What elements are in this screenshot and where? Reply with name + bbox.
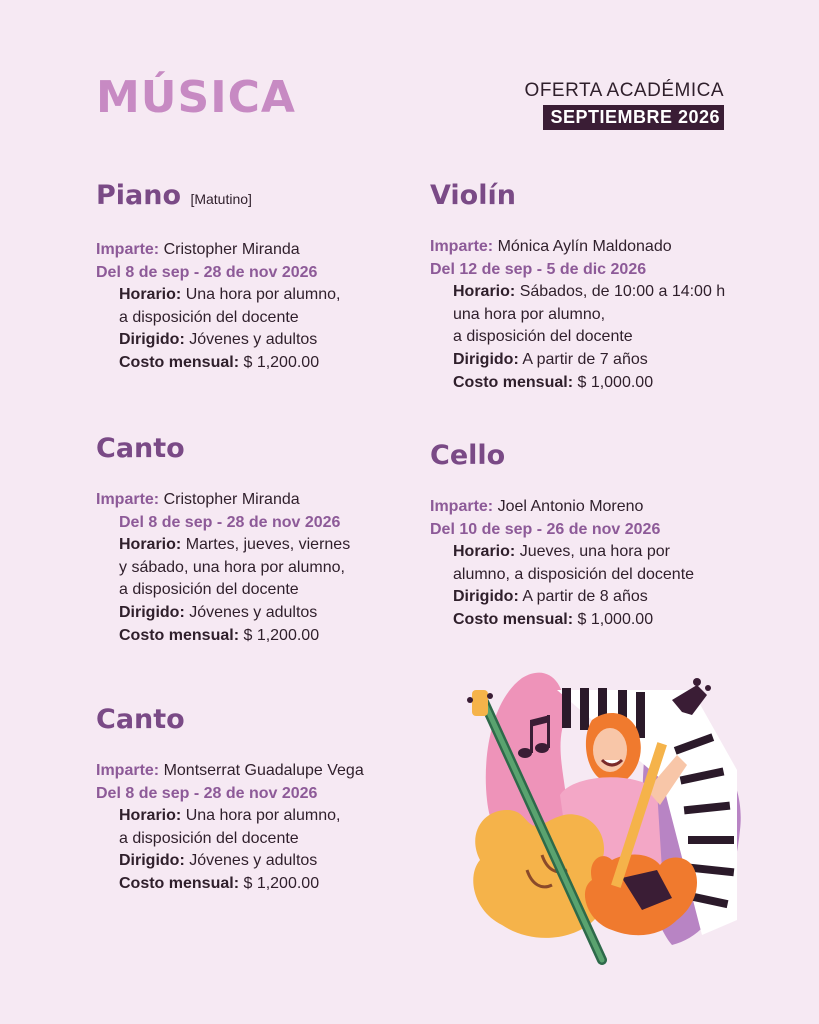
audience-label: Dirigido: — [119, 331, 185, 349]
teacher-label: Imparte: — [430, 498, 494, 515]
cost-value: $ 1,000.00 — [577, 610, 654, 628]
teacher-label: Imparte: — [96, 762, 160, 779]
course-dates: Del 8 de sep - 28 de nov 2026 — [96, 784, 318, 802]
teacher-label: Imparte: — [96, 241, 160, 258]
schedule-text: alumno, a disposición del docente — [453, 565, 695, 583]
course-title: Canto — [96, 433, 185, 464]
schedule-text: Jueves, una hora por — [519, 543, 671, 561]
teacher-name: Cristopher Miranda — [163, 241, 300, 258]
course-dates: Del 12 de sep - 5 de dic 2026 — [430, 260, 647, 278]
course-violin — [430, 180, 760, 394]
schedule-label: Horario: — [119, 536, 182, 554]
course-piano — [96, 180, 426, 375]
audience-label: Dirigido: — [119, 852, 185, 870]
schedule-text: a disposición del docente — [119, 581, 299, 599]
audience-label: Dirigido: — [453, 588, 519, 606]
offer-label: OFERTA ACADÉMICA — [524, 80, 724, 101]
schedule-text: Una hora por alumno, — [185, 807, 341, 825]
audience-text: Jóvenes y adultos — [189, 603, 318, 621]
schedule-label: Horario: — [119, 807, 182, 825]
cost-label: Costo mensual: — [453, 610, 574, 628]
teacher-name: Mónica Aylín Maldonado — [497, 238, 672, 255]
course-dates: Del 8 de sep - 28 de nov 2026 — [119, 513, 341, 531]
teacher-name: Montserrat Guadalupe Vega — [163, 762, 364, 779]
course-dates: Del 10 de sep - 26 de nov 2026 — [430, 520, 661, 538]
schedule-text: una hora por alumno, — [453, 305, 606, 323]
cost-label: Costo mensual: — [119, 626, 240, 644]
schedule-text: Martes, jueves, viernes — [185, 536, 351, 554]
page-title: MÚSICA — [96, 72, 296, 123]
cost-label: Costo mensual: — [119, 874, 240, 892]
cost-value: $ 1,200.00 — [243, 353, 320, 371]
schedule-label: Horario: — [453, 283, 516, 301]
cost-label: Costo mensual: — [453, 373, 574, 391]
schedule-label: Horario: — [119, 286, 182, 304]
course-title-text: Piano — [96, 180, 182, 211]
schedule-text: a disposición del docente — [119, 308, 299, 326]
course-title — [96, 180, 426, 215]
audience-text: Jóvenes y adultos — [189, 852, 318, 870]
course-canto-2 — [96, 704, 426, 896]
course-title: Cello — [430, 440, 506, 471]
cost-value: $ 1,200.00 — [243, 874, 320, 892]
course-title: Canto — [96, 704, 185, 735]
teacher-label: Imparte: — [430, 238, 494, 255]
schedule-text: Una hora por alumno, — [185, 286, 341, 304]
course-canto-1 — [96, 433, 426, 647]
audience-text: Jóvenes y adultos — [189, 331, 318, 349]
audience-label: Dirigido: — [453, 350, 519, 368]
schedule-text: Sábados, de 10:00 a 14:00 h — [519, 283, 726, 301]
cost-value: $ 1,200.00 — [243, 626, 320, 644]
schedule-text: a disposición del docente — [119, 829, 299, 847]
schedule-label: Horario: — [453, 543, 516, 561]
course-cello — [430, 440, 760, 632]
schedule-text: y sábado, una hora por alumno, — [119, 558, 345, 576]
teacher-name: Cristopher Miranda — [163, 491, 300, 508]
course-shift-note: [Matutino] — [190, 191, 252, 207]
teacher-name: Joel Antonio Moreno — [497, 498, 644, 515]
cost-value: $ 1,000.00 — [577, 373, 654, 391]
course-dates: Del 8 de sep - 28 de nov 2026 — [96, 263, 318, 281]
cost-label: Costo mensual: — [119, 353, 240, 371]
music-instruments-illustration — [462, 660, 752, 970]
schedule-text: a disposición del docente — [453, 328, 633, 346]
audience-text: A partir de 8 años — [522, 588, 648, 606]
teacher-label: Imparte: — [96, 491, 160, 508]
offer-block — [525, 80, 724, 130]
audience-text: A partir de 7 años — [522, 350, 648, 368]
audience-label: Dirigido: — [119, 603, 185, 621]
offer-date-badge: SEPTIEMBRE 2026 — [543, 105, 724, 130]
course-title: Violín — [430, 180, 516, 211]
